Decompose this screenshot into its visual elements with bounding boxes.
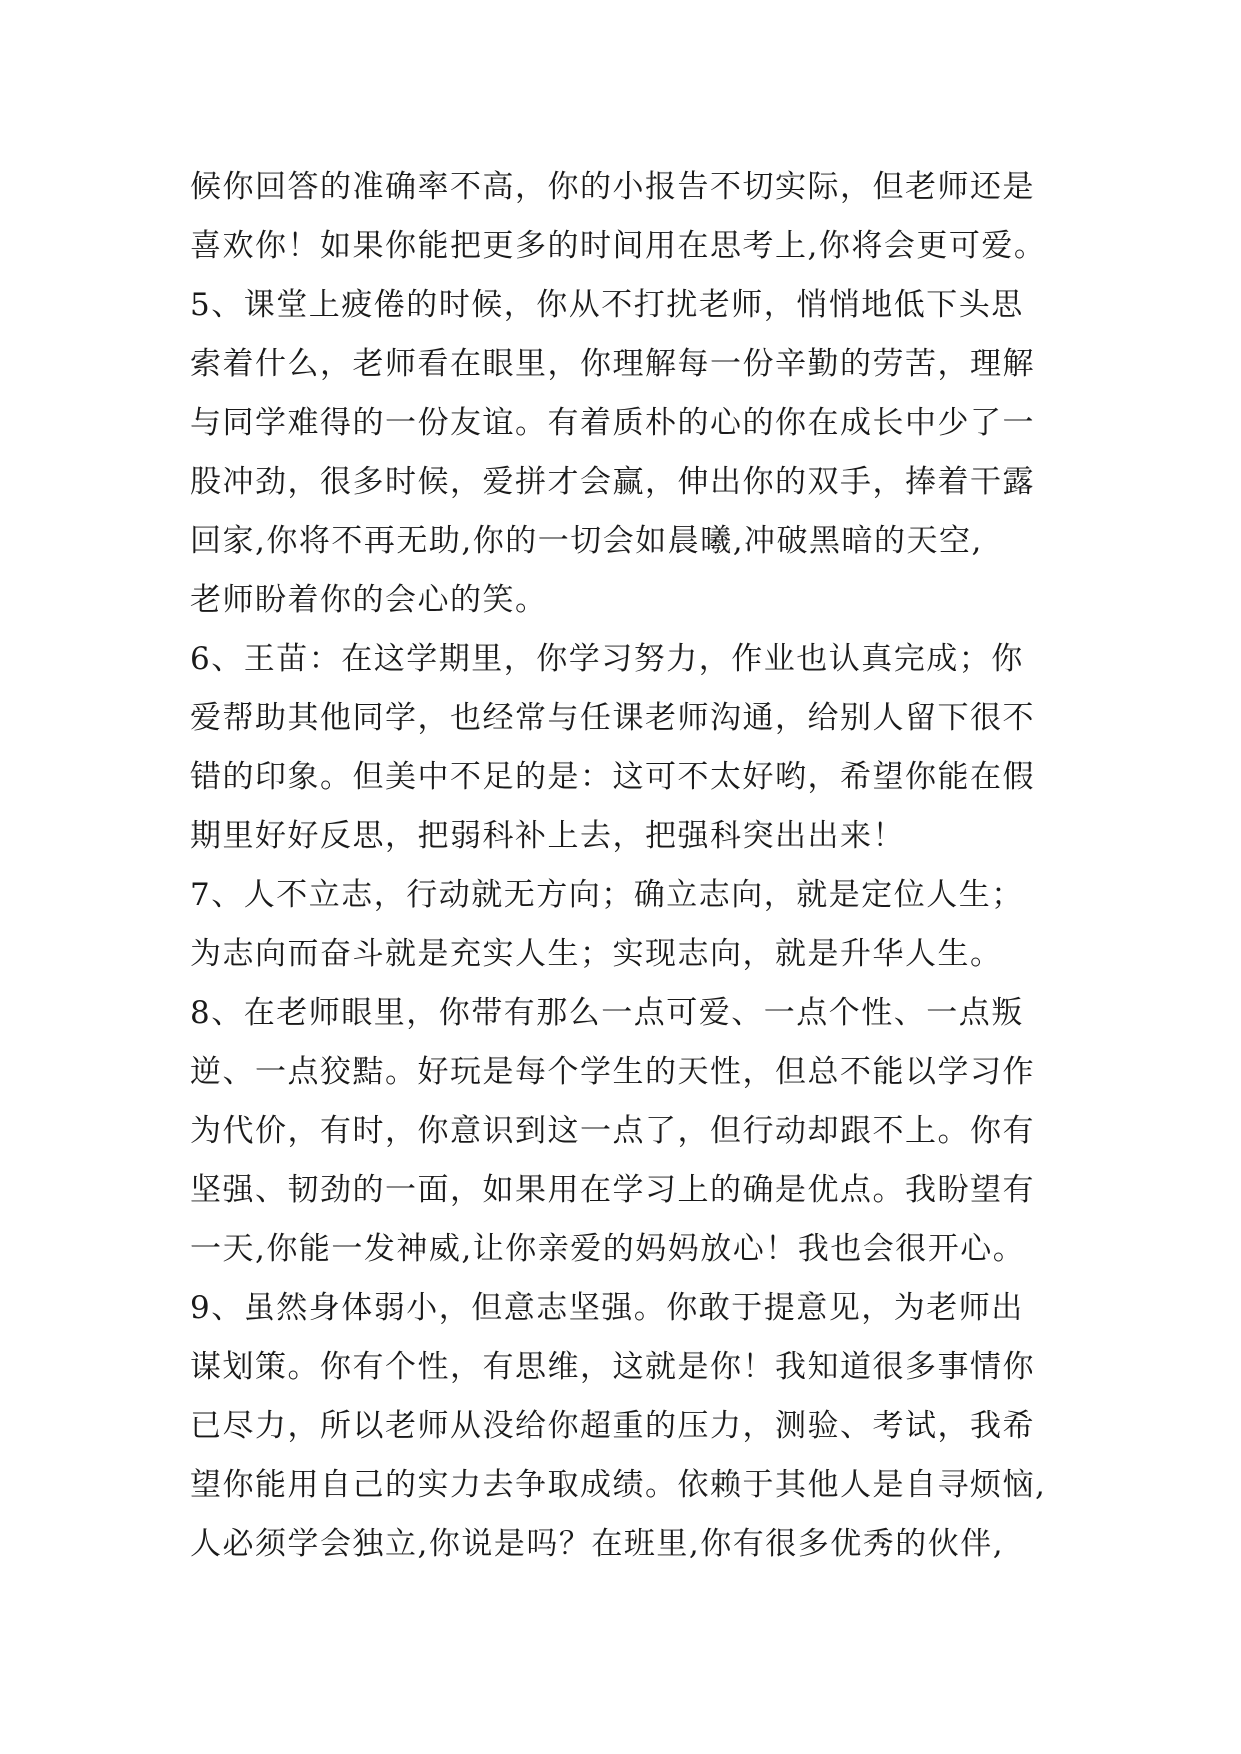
text-line: 爱帮助其他同学，也经常与任课老师沟通，给别人留下很不 [190, 700, 1035, 736]
text-line: 为志向而奋斗就是充实人生；实现志向，就是升华人生。 [190, 936, 1003, 972]
text-line: 人必须学会独立,你说是吗？在班里,你有很多优秀的伙伴, [190, 1526, 1005, 1562]
text-line: 9、虽然身体弱小，但意志坚强。你敢于提意见，为老师出 [190, 1290, 1024, 1326]
text-line: 坚强、韧劲的一面，如果用在学习上的确是优点。我盼望有 [190, 1172, 1035, 1208]
text-line: 逆、一点狡黠。好玩是每个学生的天性，但总不能以学习作 [190, 1054, 1035, 1090]
text-line: 5、课堂上疲倦的时候，你从不打扰老师，悄悄地低下头思 [190, 287, 1024, 323]
text-line: 7、人不立志，行动就无方向；确立志向，就是定位人生； [190, 877, 1024, 913]
text-line: 老师盼着你的会心的笑。 [190, 582, 548, 618]
text-line: 回家,你将不再无助,你的一切会如晨曦,冲破黑暗的天空, [190, 523, 983, 559]
text-line: 为代价，有时，你意识到这一点了，但行动却跟不上。你有 [190, 1113, 1035, 1149]
text-line: 已尽力，所以老师从没给你超重的压力，测验、考试，我希 [190, 1408, 1035, 1444]
text-line: 期里好好反思，把弱科补上去，把强科突出出来！ [190, 818, 905, 854]
text-line: 一天,你能一发神威,让你亲爱的妈妈放心！我也会很开心。 [190, 1231, 1026, 1267]
text-line: 望你能用自己的实力去争取成绩。依赖于其他人是自寻烦恼, [190, 1467, 1047, 1503]
text-line: 8、在老师眼里，你带有那么一点可爱、一点个性、一点叛 [190, 995, 1024, 1031]
text-line: 错的印象。但美中不足的是：这可不太好哟，希望你能在假 [190, 759, 1035, 795]
text-line: 谋划策。你有个性，有思维，这就是你！我知道很多事情你 [190, 1349, 1035, 1385]
text-line: 喜欢你！如果你能把更多的时间用在思考上,你将会更可爱。 [190, 228, 1047, 264]
text-line: 候你回答的准确率不高，你的小报告不切实际，但老师还是 [190, 169, 1035, 205]
text-line: 索着什么，老师看在眼里，你理解每一份辛勤的劳苦，理解 [190, 346, 1035, 382]
text-line: 6、王苗：在这学期里，你学习努力，作业也认真完成；你 [190, 641, 1024, 677]
body-text [190, 158, 1090, 1574]
text-line: 股冲劲，很多时候，爱拼才会赢，伸出你的双手，捧着干露 [190, 464, 1035, 500]
text-line: 与同学难得的一份友谊。有着质朴的心的你在成长中少了一 [190, 405, 1035, 441]
